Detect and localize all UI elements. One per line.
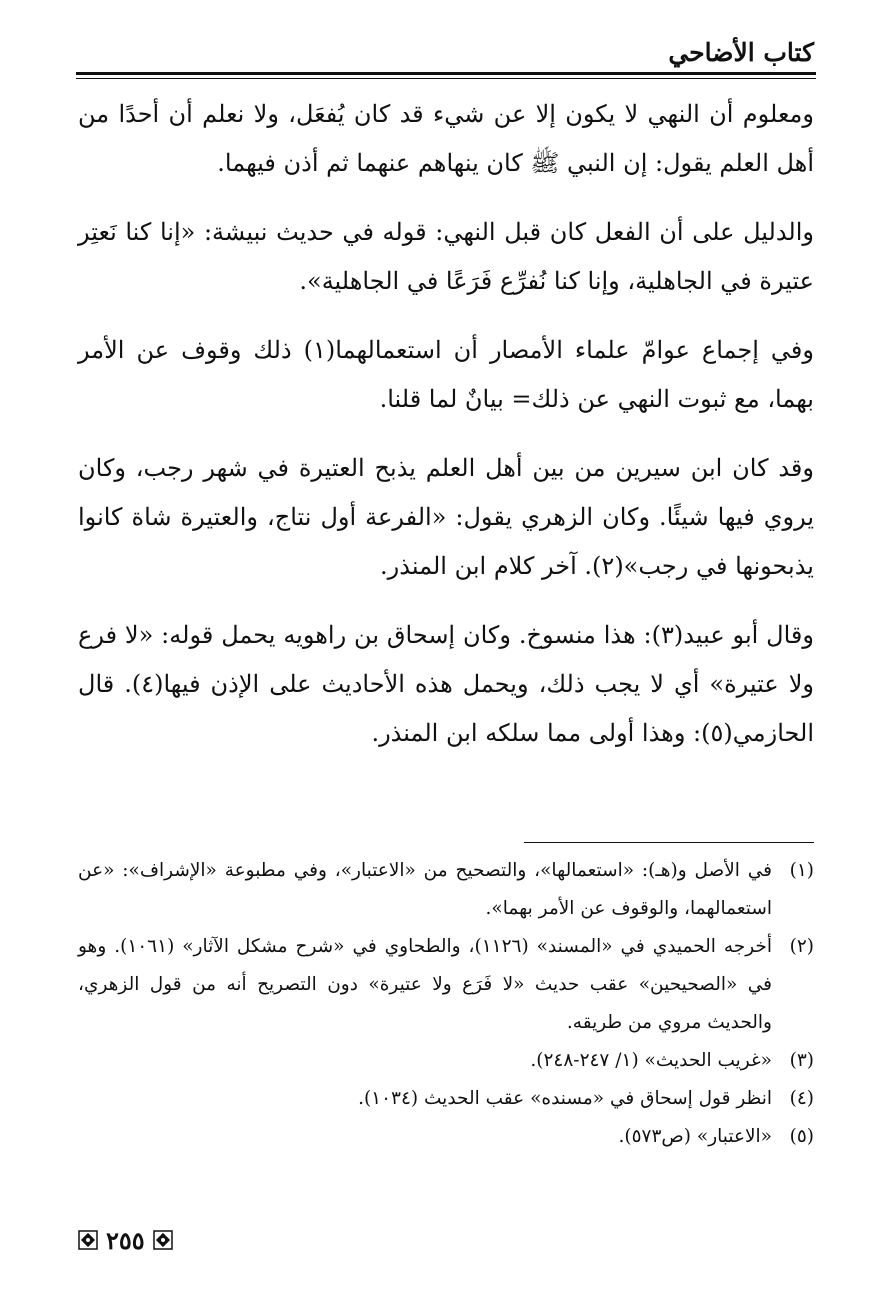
page-number: ٢٥٥ <box>106 1225 145 1255</box>
running-header: كتاب الأضاحي <box>668 38 814 67</box>
page-folio <box>78 1222 173 1258</box>
footnote-separator <box>524 842 814 843</box>
ornament-icon <box>78 1230 98 1250</box>
footnote-number: (٣) <box>789 1050 814 1071</box>
paragraph: وقال أبو عبيد(٣): هذا منسوخ. وكان إسحاق بن راهويه يحمل قوله: «لا فرع ولا عتيرة» أي لا يجب ذلك، ويحمل هذه الأحاديث على الإذن فيها(٤). قال الحازمي(٥): وهذا أولى مما سلكه ابن المنذر. <box>78 621 814 747</box>
paragraph: والدليل على أن الفعل كان قبل النهي: قوله في حديث نبيشة: «إنا كنا نَعتِر عتيرة في الجاهلية، وإنا كنا نُفرِّع فَرَعًا في الجاهلية». <box>78 218 814 295</box>
footnote <box>78 1118 814 1156</box>
header-rule-thin <box>76 78 816 79</box>
footnote-text: انظر قول إسحاق في «مسنده» عقب الحديث (١٠٣٤). <box>358 1088 772 1109</box>
footnote-number: (١) <box>789 860 814 881</box>
footnote <box>78 928 814 1042</box>
footnote <box>78 1042 814 1080</box>
footnote <box>78 1080 814 1118</box>
paragraph: وقد كان ابن سيرين من بين أهل العلم يذبح العتيرة في شهر رجب، وكان يروي فيها شيئًا. وكان الزهري يقول: «الفرعة أول نتاج، والعتيرة شاة كانوا يذبحونها في رجب»(٢). آخر كلام ابن المنذر. <box>78 454 814 580</box>
footnote-number: (٥) <box>789 1126 814 1147</box>
footnote-text: أخرجه الحميدي في «المسند» (١١٢٦)، والطحاوي في «شرح مشكل الآثار» (١٠٦١). وهو في «الصحيحين» عقب حديث «لا فَرَع ولا عتيرة» دون التصريح أنه من قول الزهري، والحديث مروي من طريقه. <box>78 936 772 1033</box>
ornament-icon <box>153 1230 173 1250</box>
paragraph: وفي إجماع عوامّ علماء الأمصار أن استعمالهما(١) ذلك وقوف عن الأمر بهما، مع ثبوت النهي عن ذلك= بيانٌ لما قلنا. <box>78 336 814 413</box>
footnote <box>78 852 814 928</box>
footnote-text: في الأصل و(هـ): «استعمالها»، والتصحيح من «الاعتبار»، وفي مطبوعة «الإشراف»: «عن استعمالهما، والوقوف عن الأمر بهما». <box>78 860 772 919</box>
footnotes <box>78 852 814 1156</box>
paragraph: ومعلوم أن النهي لا يكون إلا عن شيء قد كان يُفعَل، ولا نعلم أن أحدًا من أهل العلم يقول: إن النبي ﷺ كان ينهاهم عنهما ثم أذن فيهما. <box>78 100 814 177</box>
header-rule-thick <box>76 72 816 75</box>
main-text <box>78 90 814 778</box>
footnote-text: «الاعتبار» (ص٥٧٣). <box>618 1126 772 1147</box>
footnote-number: (٤) <box>789 1088 814 1109</box>
footnote-number: (٢) <box>789 936 814 957</box>
footnote-text: «غريب الحديث» (١/ ٢٤٧-٢٤٨). <box>530 1050 772 1071</box>
